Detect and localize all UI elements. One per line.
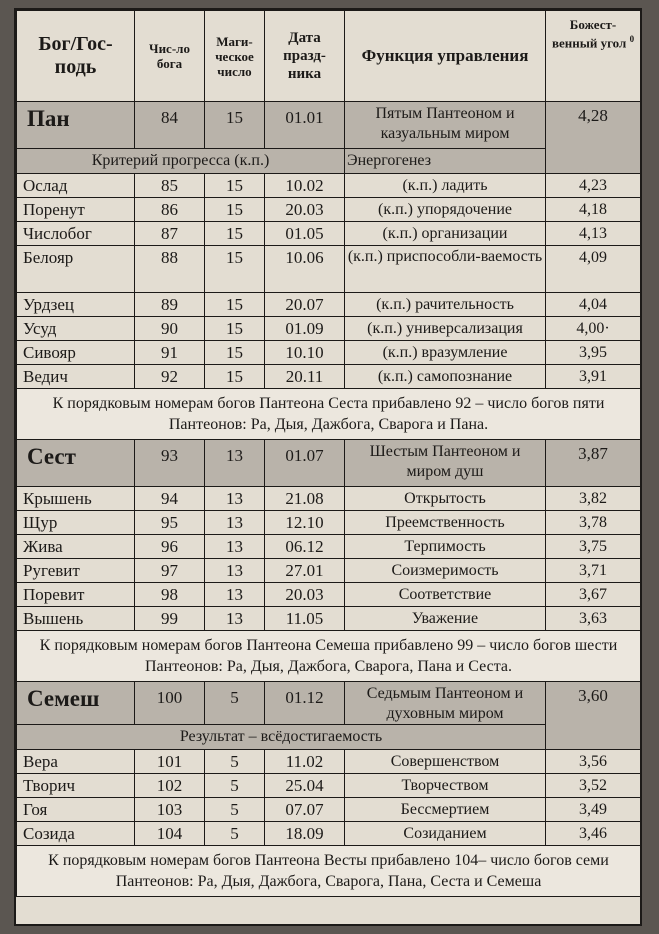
pantheon-date: 01.07 <box>265 440 345 487</box>
pantheon-function: Шестым Пантеоном и миром душ <box>345 440 546 487</box>
pantheon-row-semesh <box>17 682 641 725</box>
pantheon-name: Пан <box>17 102 135 149</box>
god-angle: 4,13 <box>546 222 641 246</box>
pantheon-row-sest <box>17 440 641 487</box>
god-magic: 15 <box>205 341 265 365</box>
pantheon-function: Пятым Пантеоном и казуальным миром <box>345 102 546 149</box>
god-name: Поренут <box>17 198 135 222</box>
god-number: 101 <box>135 750 205 774</box>
god-number: 95 <box>135 511 205 535</box>
god-function: (к.п.) вразумление <box>345 341 546 365</box>
god-function: Уважение <box>345 607 546 631</box>
god-date: 20.07 <box>265 293 345 317</box>
god-name: Вышень <box>17 607 135 631</box>
table-row <box>17 341 641 365</box>
pantheon-angle: 4,28 <box>546 102 641 174</box>
pantheon-magic: 5 <box>205 682 265 725</box>
god-angle: 3,82 <box>546 487 641 511</box>
header-number: Чис-ло бога <box>135 11 205 102</box>
pantheon-table <box>16 10 641 897</box>
god-magic: 15 <box>205 174 265 198</box>
god-date: 20.03 <box>265 583 345 607</box>
pantheon-number: 100 <box>135 682 205 725</box>
god-name: Ведич <box>17 365 135 389</box>
god-date: 10.02 <box>265 174 345 198</box>
god-name: Белояр <box>17 246 135 293</box>
god-number: 94 <box>135 487 205 511</box>
god-name: Сивояр <box>17 341 135 365</box>
god-magic: 5 <box>205 774 265 798</box>
god-date: 11.05 <box>265 607 345 631</box>
god-number: 91 <box>135 341 205 365</box>
god-magic: 13 <box>205 559 265 583</box>
god-function: (к.п.) универсализация <box>345 317 546 341</box>
god-function: Творчеством <box>345 774 546 798</box>
pantheon-angle: 3,87 <box>546 440 641 487</box>
god-number: 85 <box>135 174 205 198</box>
god-angle: 3,75 <box>546 535 641 559</box>
god-date: 12.10 <box>265 511 345 535</box>
pantheon-number: 93 <box>135 440 205 487</box>
result-label: Результат – всёдостигаемость <box>17 725 546 750</box>
table-row <box>17 365 641 389</box>
god-angle: 3,52 <box>546 774 641 798</box>
god-magic: 5 <box>205 750 265 774</box>
god-date: 25.04 <box>265 774 345 798</box>
table-row <box>17 293 641 317</box>
god-angle: 3,91 <box>546 365 641 389</box>
god-number: 96 <box>135 535 205 559</box>
god-magic: 15 <box>205 293 265 317</box>
god-number: 87 <box>135 222 205 246</box>
table-row <box>17 750 641 774</box>
header-function: Функция управления <box>345 11 546 102</box>
god-number: 86 <box>135 198 205 222</box>
god-magic: 13 <box>205 535 265 559</box>
table-row <box>17 798 641 822</box>
god-angle: 3,49 <box>546 798 641 822</box>
pantheon-note: К порядковым номерам богов Пантеона Сеста прибавлено 92 – число богов пяти Пантеонов: Ра, Дыя, Дажбога, Сварога и Пана. <box>17 389 641 440</box>
god-magic: 15 <box>205 222 265 246</box>
table-row <box>17 583 641 607</box>
god-name: Созида <box>17 822 135 846</box>
header-magic: Маги-ческое число <box>205 11 265 102</box>
page-sheet <box>14 8 642 926</box>
table-row <box>17 198 641 222</box>
pantheon-note: К порядковым номерам богов Пантеона Весты прибавлено 104– число богов семи Пантеонов: Ра, Дыя, Дажбога, Сварога, Пана, Сеста и Семеша <box>17 846 641 897</box>
god-number: 97 <box>135 559 205 583</box>
criterion-function: Энергогенез <box>345 149 546 174</box>
god-angle: 3,78 <box>546 511 641 535</box>
god-magic: 5 <box>205 822 265 846</box>
table-row <box>17 246 641 293</box>
note-row <box>17 389 641 440</box>
god-angle: 3,56 <box>546 750 641 774</box>
table-row <box>17 774 641 798</box>
god-function: (к.п.) самопознание <box>345 365 546 389</box>
pantheon-name: Семеш <box>17 682 135 725</box>
god-magic: 5 <box>205 798 265 822</box>
god-date: 21.08 <box>265 487 345 511</box>
god-name: Поревит <box>17 583 135 607</box>
god-function: Соответствие <box>345 583 546 607</box>
god-date: 10.10 <box>265 341 345 365</box>
god-angle: 3,63 <box>546 607 641 631</box>
god-name: Крышень <box>17 487 135 511</box>
god-name: Ругевит <box>17 559 135 583</box>
god-function: Преемственность <box>345 511 546 535</box>
god-number: 99 <box>135 607 205 631</box>
god-function: (к.п.) ладить <box>345 174 546 198</box>
god-function: (к.п.) организации <box>345 222 546 246</box>
god-name: Вера <box>17 750 135 774</box>
god-date: 27.01 <box>265 559 345 583</box>
god-angle: 4,18 <box>546 198 641 222</box>
table-row <box>17 487 641 511</box>
god-date: 01.09 <box>265 317 345 341</box>
header-row <box>17 11 641 102</box>
pantheon-angle: 3,60 <box>546 682 641 750</box>
god-magic: 13 <box>205 583 265 607</box>
pantheon-magic: 15 <box>205 102 265 149</box>
table-row <box>17 511 641 535</box>
god-function: (к.п.) упорядочение <box>345 198 546 222</box>
god-magic: 13 <box>205 607 265 631</box>
note-row <box>17 846 641 897</box>
god-date: 18.09 <box>265 822 345 846</box>
god-angle: 3,71 <box>546 559 641 583</box>
table-row <box>17 222 641 246</box>
god-angle: 4,04 <box>546 293 641 317</box>
god-number: 90 <box>135 317 205 341</box>
header-angle: Божест-венный угол $^0$ <box>546 11 641 102</box>
god-name: Щур <box>17 511 135 535</box>
god-name: Гоя <box>17 798 135 822</box>
god-angle: 3,46 <box>546 822 641 846</box>
pantheon-name: Сест <box>17 440 135 487</box>
god-name: Усуд <box>17 317 135 341</box>
table-row <box>17 607 641 631</box>
god-function: (к.п.) рачительность <box>345 293 546 317</box>
table-row <box>17 559 641 583</box>
god-number: 92 <box>135 365 205 389</box>
god-function: Совершенством <box>345 750 546 774</box>
god-name: Урдзец <box>17 293 135 317</box>
god-magic: 13 <box>205 511 265 535</box>
table-row <box>17 535 641 559</box>
god-name: Творич <box>17 774 135 798</box>
table-row <box>17 317 641 341</box>
table-row <box>17 822 641 846</box>
god-magic: 13 <box>205 487 265 511</box>
god-function: Созиданием <box>345 822 546 846</box>
god-function: Бессмертием <box>345 798 546 822</box>
pantheon-note: К порядковым номерам богов Пантеона Семеша прибавлено 99 – число богов шести Пантеонов: Ра, Дыя, Дажбога, Сварога, Пана и Сеста. <box>17 631 641 682</box>
god-magic: 15 <box>205 317 265 341</box>
god-angle: 4,09 <box>546 246 641 293</box>
god-date: 10.06 <box>265 246 345 293</box>
god-function: Открытость <box>345 487 546 511</box>
god-number: 103 <box>135 798 205 822</box>
pantheon-date: 01.12 <box>265 682 345 725</box>
god-number: 104 <box>135 822 205 846</box>
god-magic: 15 <box>205 365 265 389</box>
god-number: 102 <box>135 774 205 798</box>
god-angle: 3,67 <box>546 583 641 607</box>
god-number: 88 <box>135 246 205 293</box>
god-number: 98 <box>135 583 205 607</box>
pantheon-function: Седьмым Пантеоном и духовным миром <box>345 682 546 725</box>
god-name: Жива <box>17 535 135 559</box>
god-name: Числобог <box>17 222 135 246</box>
pantheon-date: 01.01 <box>265 102 345 149</box>
god-function: Соизмеримость <box>345 559 546 583</box>
god-function: (к.п.) приспособли-ваемость <box>345 246 546 293</box>
pantheon-row-pan <box>17 102 641 149</box>
pantheon-number: 84 <box>135 102 205 149</box>
god-date: 20.11 <box>265 365 345 389</box>
god-magic: 15 <box>205 198 265 222</box>
god-date: 11.02 <box>265 750 345 774</box>
god-number: 89 <box>135 293 205 317</box>
god-angle: 4,23 <box>546 174 641 198</box>
god-date: 06.12 <box>265 535 345 559</box>
god-angle: 4,00· <box>546 317 641 341</box>
note-row <box>17 631 641 682</box>
god-angle: 3,95 <box>546 341 641 365</box>
god-function: Терпимость <box>345 535 546 559</box>
table-row <box>17 174 641 198</box>
god-date: 20.03 <box>265 198 345 222</box>
criterion-label: Критерий прогресса (к.п.) <box>17 149 345 174</box>
header-date: Дата празд-ника <box>265 11 345 102</box>
god-date: 01.05 <box>265 222 345 246</box>
god-magic: 15 <box>205 246 265 293</box>
god-name: Ослад <box>17 174 135 198</box>
header-god: Бог/Гос- подь <box>17 11 135 102</box>
god-date: 07.07 <box>265 798 345 822</box>
pantheon-magic: 13 <box>205 440 265 487</box>
